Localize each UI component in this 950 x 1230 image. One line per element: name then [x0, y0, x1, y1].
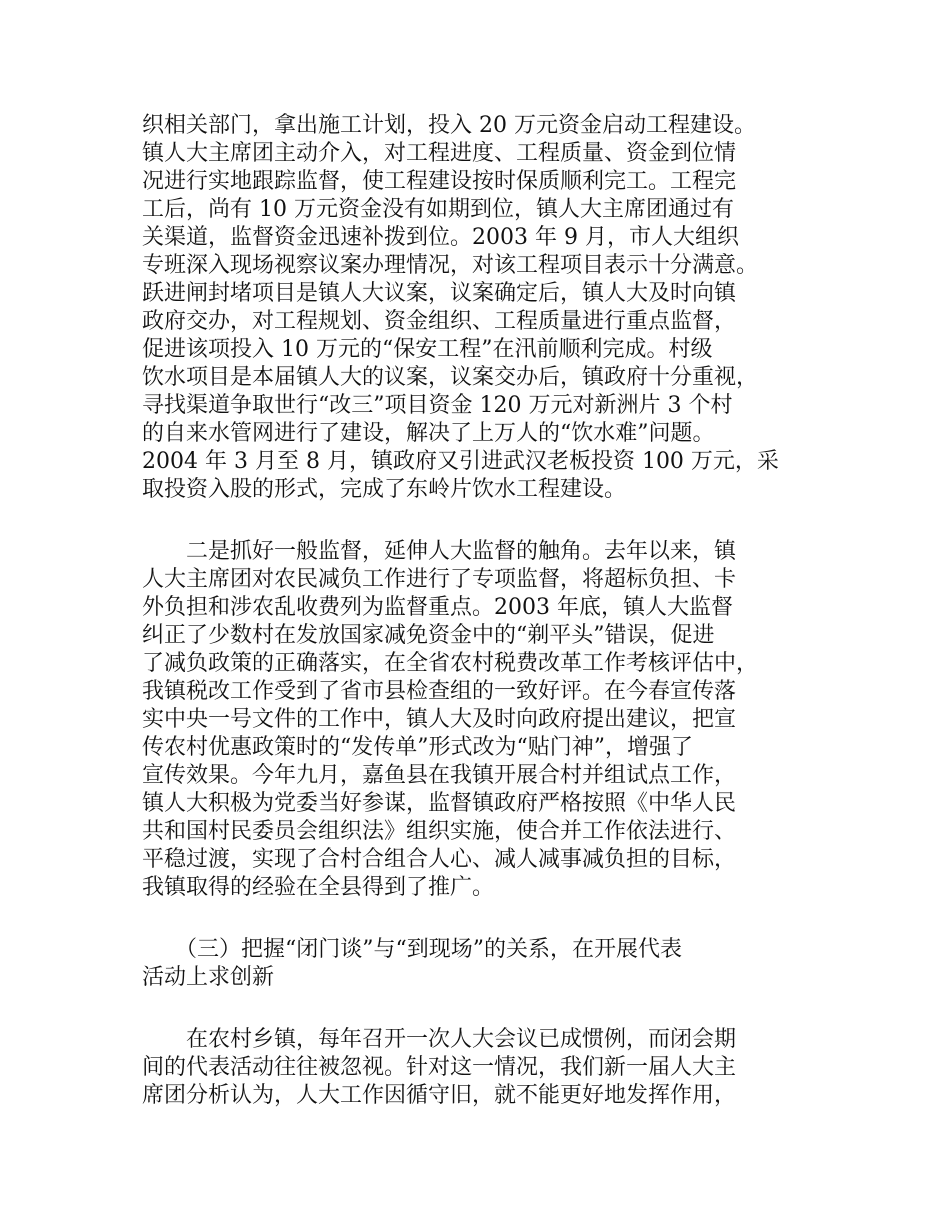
- text-line: 宣传效果。今年九月，嘉鱼县在我镇开展合村并组试点工作，: [142, 763, 737, 788]
- text-line: 实中央一号文件的工作中，镇人大及时向政府提出建议，把宣: [142, 707, 737, 732]
- text-line: 政府交办，对工程规划、资金组织、工程质量进行重点监督，: [142, 309, 737, 334]
- text-line: 镇人大主席团主动介入，对工程进度、工程质量、资金到位情: [142, 141, 737, 166]
- text-line: 我镇取得的经验在全县得到了推广。: [142, 875, 495, 900]
- text-line: 席团分析认为，人大工作因循守旧，就不能更好地发挥作用，: [142, 1083, 737, 1108]
- document-page: [142, 112, 832, 1110]
- text-line: 传农村优惠政策时的“发传单”形式改为“贴门神”，增强了: [142, 735, 693, 760]
- text-line: 促进该项投入 10 万元的“保安工程”在汛前顺利完成。村级: [142, 337, 713, 362]
- text-line: 关渠道，监督资金迅速补拨到位。2003 年 9 月，市人大组织: [142, 225, 739, 250]
- text-line: 镇人大积极为党委当好参谋，监督镇政府严格按照《中华人民: [142, 791, 737, 816]
- text-line: 工后，尚有 10 万元资金没有如期到位，镇人大主席团通过有: [142, 197, 734, 222]
- text-line: 外负担和涉农乱收费列为监督重点。2003 年底，镇人大监督: [142, 595, 733, 620]
- text-line: 共和国村民委员会组织法》组织实施，使合并工作依法进行、: [142, 819, 737, 844]
- paragraph-gap: [142, 504, 832, 538]
- text-line: 织相关部门，拿出施工计划，投入 20 万元资金启动工程建设。: [142, 113, 756, 138]
- text-line: 纠正了少数村在发放国家减免资金中的“剃平头”错误，促进: [142, 623, 715, 648]
- text-line: 饮水项目是本届镇人大的议案，议案交办后，镇政府十分重视，: [142, 365, 759, 390]
- paragraph-gap: [142, 992, 832, 1026]
- paragraph-2: [142, 538, 832, 902]
- section-heading: [142, 936, 832, 992]
- paragraph-3: [142, 1026, 832, 1110]
- text-line: 间的代表活动往往被忽视。针对这一情况，我们新一届人大主: [142, 1055, 737, 1080]
- paragraph-1: [142, 112, 832, 504]
- text-line: 专班深入现场视察议案办理情况，对该工程项目表示十分满意。: [142, 253, 759, 278]
- heading-line: 活动上求创新: [142, 965, 275, 990]
- text-line: 二是抓好一般监督，延伸人大监督的触角。去年以来，镇: [142, 539, 737, 564]
- text-line: 寻找渠道争取世行“改三”项目资金 120 万元对新洲片 3 个村: [142, 393, 733, 418]
- text-line: 取投资入股的形式，完成了东岭片饮水工程建设。: [142, 477, 627, 502]
- text-line: 况进行实地跟踪监督，使工程建设按时保质顺利完工。工程完: [142, 169, 737, 194]
- text-line: 跃进闸封堵项目是镇人大议案，议案确定后，镇人大及时向镇: [142, 281, 737, 306]
- text-line: 了减负政策的正确落实，在全省农村税费改革工作考核评估中，: [142, 651, 759, 676]
- paragraph-gap: [142, 902, 832, 936]
- text-line: 我镇税改工作受到了省市县检查组的一致好评。在今春宣传落: [142, 679, 737, 704]
- text-line: 2004 年 3 月至 8 月，镇政府又引进武汉老板投资 100 万元，采: [142, 449, 779, 474]
- text-line: 平稳过渡，实现了合村合组合人心、减人减事减负担的目标，: [142, 847, 737, 872]
- text-line: 在农村乡镇，每年召开一次人大会议已成惯例，而闭会期: [142, 1027, 737, 1052]
- text-line: 的自来水管网进行了建设，解决了上万人的“饮水难”问题。: [142, 421, 715, 446]
- text-line: 人大主席团对农民减负工作进行了专项监督，将超标负担、卡: [142, 567, 737, 592]
- heading-line: （三）把握“闭门谈”与“到现场”的关系，在开展代表: [142, 937, 682, 962]
